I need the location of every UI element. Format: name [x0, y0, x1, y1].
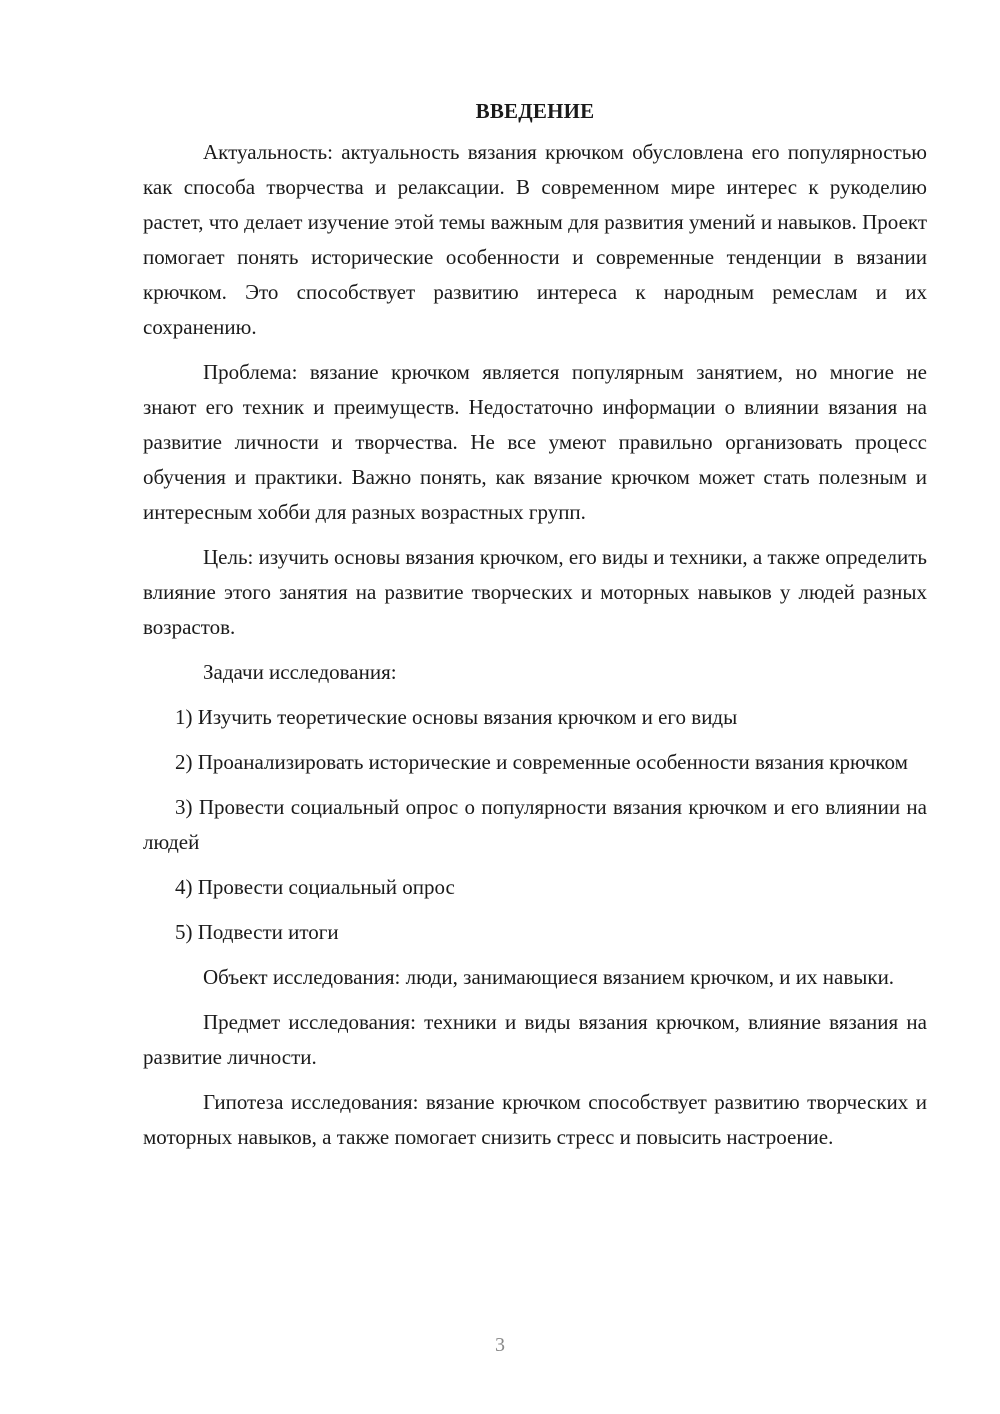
paragraph-goal: Цель: изучить основы вязания крючком, его виды и техники, а также определить влияние этого занятия на развитие творческих и моторных навыков у людей разных возрастов. [143, 545, 927, 639]
paragraph-relevance: Актуальность: актуальность вязания крючком обусловлена его популярностью как способа творчества и релаксации. В современном мире интерес к рукоделию растет, что делает изучение этой темы важным для развития умений и навыков. Проект помогает понять исторические особенности и современные тенденции в вязании крючком. Это способствует развитию интереса к народным ремеслам и их сохранению. [143, 140, 927, 339]
page-content [143, 96, 927, 1165]
tasks-header: Задачи исследования: [203, 660, 397, 684]
paragraph-subject: Предмет исследования: техники и виды вязания крючком, влияние вязания на развитие личности. [143, 1010, 927, 1069]
task-item-5: 5) Подвести итоги [175, 920, 339, 944]
task-item-1: 1) Изучить теоретические основы вязания крючком и его виды [175, 705, 738, 729]
task-item-3: 3) Провести социальный опрос о популярности вязания крючком и его влиянии на людей [143, 795, 927, 854]
section-title: ВВЕДЕНИЕ [475, 99, 595, 123]
paragraph-object: Объект исследования: люди, занимающиеся вязанием крючком, и их навыки. [203, 965, 895, 989]
paragraph-problem: Проблема: вязание крючком является популярным занятием, но многие не знают его техник и преимуществ. Недостаточно информации о влиянии вязания на развитие личности и творчества. Не все умеют правильно организовать процесс обучения и практики. Важно понять, как вязание крючком может стать полезным и интересным хобби для разных возрастных групп. [143, 360, 927, 524]
task-item-2: 2) Проанализировать исторические и современные особенности вязания крючком [175, 750, 908, 774]
paragraph-hypothesis: Гипотеза исследования: вязание крючком способствует развитию творческих и моторных навыков, а также помогает снизить стресс и повысить настроение. [143, 1090, 927, 1149]
page-number: 3 [495, 1334, 505, 1356]
task-item-4: 4) Провести социальный опрос [175, 875, 455, 899]
